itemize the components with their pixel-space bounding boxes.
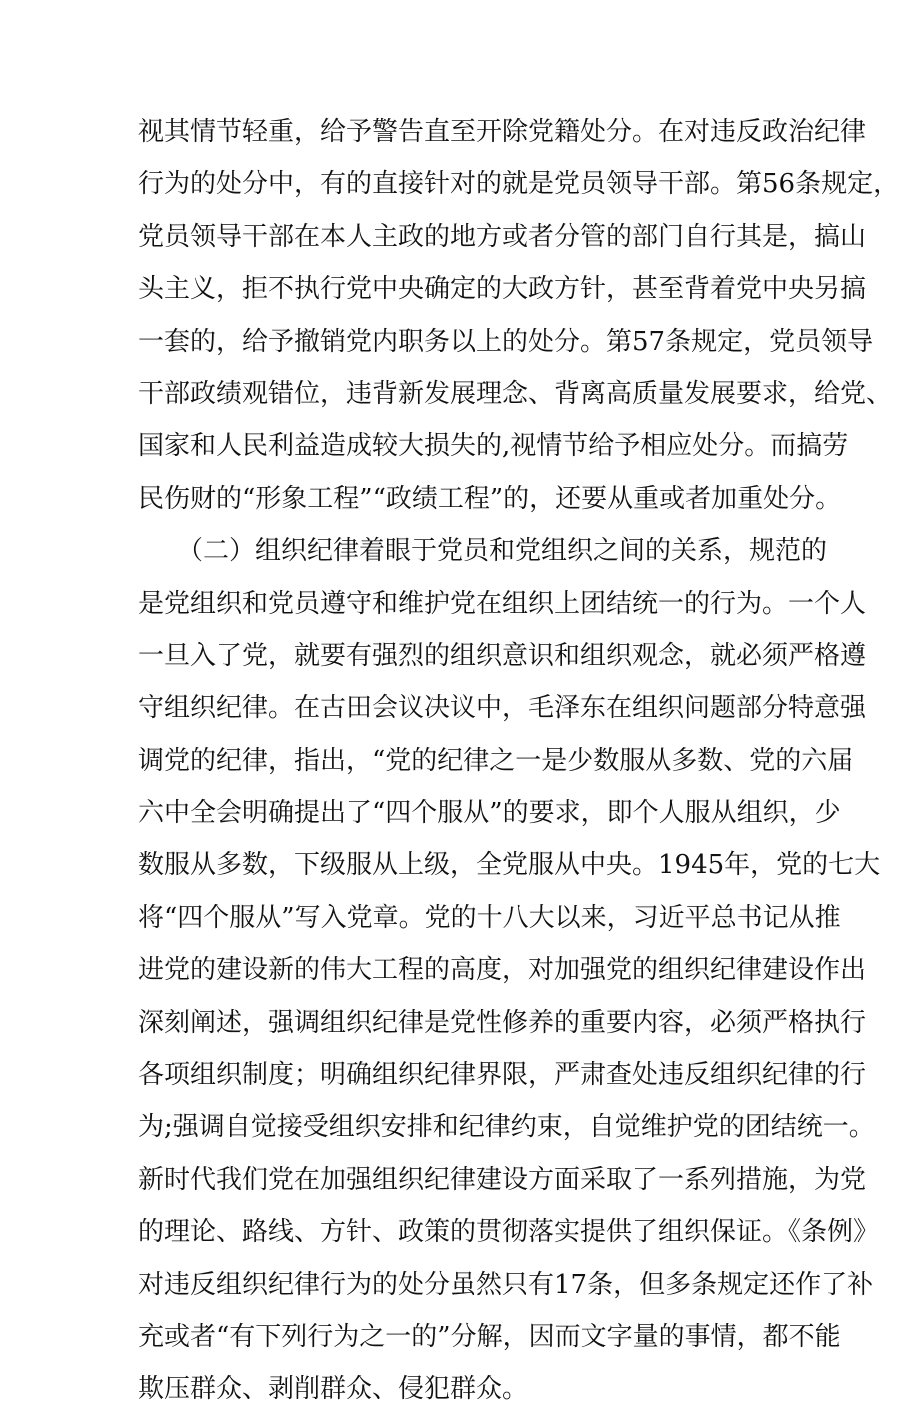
text-line: 是党组织和党员遵守和维护党在组织上团结统一的行为。一个人	[138, 588, 867, 619]
text-line: 调党的纪律，指出，“党的纪律之一是少数服从多数、党的六届	[138, 745, 854, 776]
paragraph-1	[138, 106, 900, 525]
text-line: 的理论、路线、方针、政策的贯彻落实提供了组织保证。《条例》	[138, 1217, 880, 1248]
text-line: 为;强调自觉接受组织安排和纪律约束，自觉维护党的团结统一。	[138, 1112, 875, 1143]
text-line: 一旦入了党，就要有强烈的组织意识和组织观念，就必须严格遵	[138, 640, 867, 671]
text-line: （二）组织纪律着眼于党员和党组织之间的关系，规范的	[138, 536, 828, 567]
text-line: 党员领导干部在本人主政的地方或者分管的部门自行其是，搞山	[138, 221, 867, 252]
text-line: 对违反组织纪律行为的处分虽然只有17条，但多条规定还作了补	[138, 1269, 874, 1300]
text-line: 进党的建设新的伟大工程的高度，对加强党的组织纪律建设作出	[138, 955, 867, 986]
text-line: 国家和人民利益造成较大损失的,视情节给予相应处分。而搞劳	[138, 431, 849, 462]
text-line: 一套的，给予撤销党内职务以上的处分。第57条规定，党员领导	[138, 326, 874, 357]
text-line: 行为的处分中，有的直接针对的就是党员领导干部。第56条规定，	[138, 169, 900, 200]
body-text	[138, 106, 900, 1416]
text-line: 新时代我们党在加强组织纪律建设方面采取了一系列措施，为党	[138, 1164, 867, 1195]
text-line: 充或者“有下列行为之一的”分解，因而文字量的事情，都不能	[138, 1321, 841, 1352]
text-line: 民伤财的“形象工程”“政绩工程”的，还要从重或者加重处分。	[138, 483, 842, 514]
text-line: 深刻阐述，强调组织纪律是党性修养的重要内容，必须严格执行	[138, 1007, 867, 1038]
text-line: 六中全会明确提出了“四个服从”的要求，即个人服从组织，少	[138, 798, 841, 829]
paragraph-2	[138, 525, 881, 1416]
text-line: 干部政绩观错位，违背新发展理念、背离高质量发展要求，给党、	[138, 378, 893, 409]
text-line: 守组织纪律。在古田会议决议中，毛泽东在组织问题部分特意强	[138, 693, 867, 724]
text-line: 欺压群众、剥削群众、侵犯群众。	[138, 1374, 529, 1405]
text-line: 视其情节轻重，给予警告直至开除党籍处分。在对违反政治纪律	[138, 117, 867, 147]
text-line: 头主义，拒不执行党中央确定的大政方针，甚至背着党中央另搞	[138, 274, 867, 305]
text-line: 将“四个服从”写入党章。党的十八大以来，习近平总书记从推	[138, 902, 841, 933]
text-line: 各项组织制度；明确组织纪律界限，严肃查处违反组织纪律的行	[138, 1060, 867, 1091]
text-line: 数服从多数，下级服从上级，全党服从中央。1945年，党的七大	[138, 850, 881, 881]
